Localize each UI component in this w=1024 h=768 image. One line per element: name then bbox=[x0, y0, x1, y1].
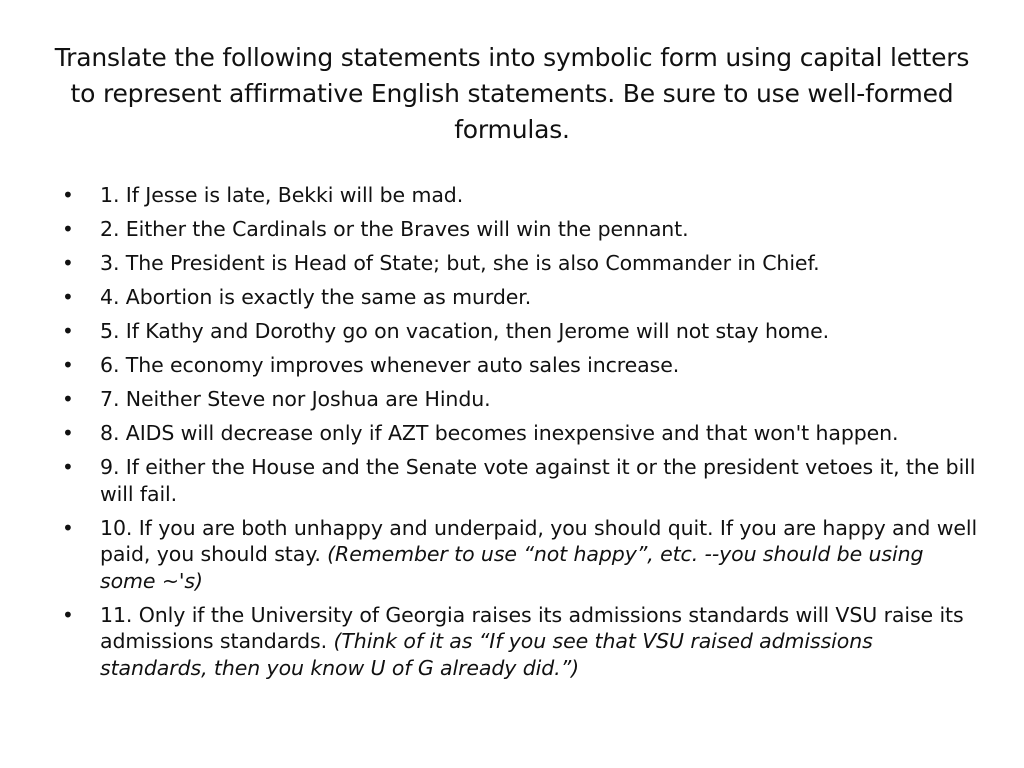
bullet-icon: • bbox=[62, 421, 74, 445]
item-text: 2. Either the Cardinals or the Braves will win the pennant. bbox=[100, 217, 689, 241]
list-item bbox=[60, 386, 980, 413]
item-text: 9. If either the House and the Senate vote against it or the president vetoes it, the bill will fail. bbox=[100, 455, 976, 506]
bullet-icon: • bbox=[62, 183, 74, 207]
list-item bbox=[60, 454, 980, 507]
bullet-icon: • bbox=[62, 251, 74, 275]
list-item bbox=[60, 420, 980, 447]
item-text: 8. AIDS will decrease only if AZT becomes inexpensive and that won't happen. bbox=[100, 421, 899, 445]
bullet-icon: • bbox=[62, 285, 74, 309]
bullet-icon: • bbox=[62, 387, 74, 411]
bullet-icon: • bbox=[62, 353, 74, 377]
bullet-icon: • bbox=[62, 455, 74, 479]
list-item bbox=[60, 250, 980, 277]
item-note: (Remember to use “not happy”, etc. --you should be using some ~'s) bbox=[100, 542, 924, 593]
list-item bbox=[60, 216, 980, 243]
list-item bbox=[60, 515, 980, 595]
list-item bbox=[60, 352, 980, 379]
bullet-icon: • bbox=[62, 515, 74, 540]
item-note: (Think of it as “If you see that VSU raised admissions standards, then you know U of G already did.”) bbox=[100, 629, 873, 680]
item-text: 4. Abortion is exactly the same as murder. bbox=[100, 285, 532, 309]
bullet-list bbox=[60, 182, 980, 689]
list-item bbox=[60, 602, 980, 682]
list-item bbox=[60, 284, 980, 311]
slide-title: Translate the following statements into symbolic form using capital letters to represent affirmative English statements. Be sure to use well-formed formulas. bbox=[54, 43, 970, 144]
bullet-icon: • bbox=[62, 602, 74, 627]
item-text: 6. The economy improves whenever auto sales increase. bbox=[100, 353, 680, 377]
item-text: 5. If Kathy and Dorothy go on vacation, then Jerome will not stay home. bbox=[100, 319, 830, 343]
list-item bbox=[60, 318, 980, 345]
bullet-icon: • bbox=[62, 319, 74, 343]
item-text: 1. If Jesse is late, Bekki will be mad. bbox=[100, 183, 464, 207]
list-item bbox=[60, 182, 980, 209]
item-text: 7. Neither Steve nor Joshua are Hindu. bbox=[100, 387, 491, 411]
item-text: 3. The President is Head of State; but, she is also Commander in Chief. bbox=[100, 251, 820, 275]
item-text: 11. Only if the University of Georgia raises its admissions standards will VSU raise its admissions standards. bbox=[100, 602, 964, 653]
item-text: 10. If you are both unhappy and underpaid, you should quit. If you are happy and well paid, you should stay. bbox=[100, 515, 978, 566]
bullet-icon: • bbox=[62, 217, 74, 241]
